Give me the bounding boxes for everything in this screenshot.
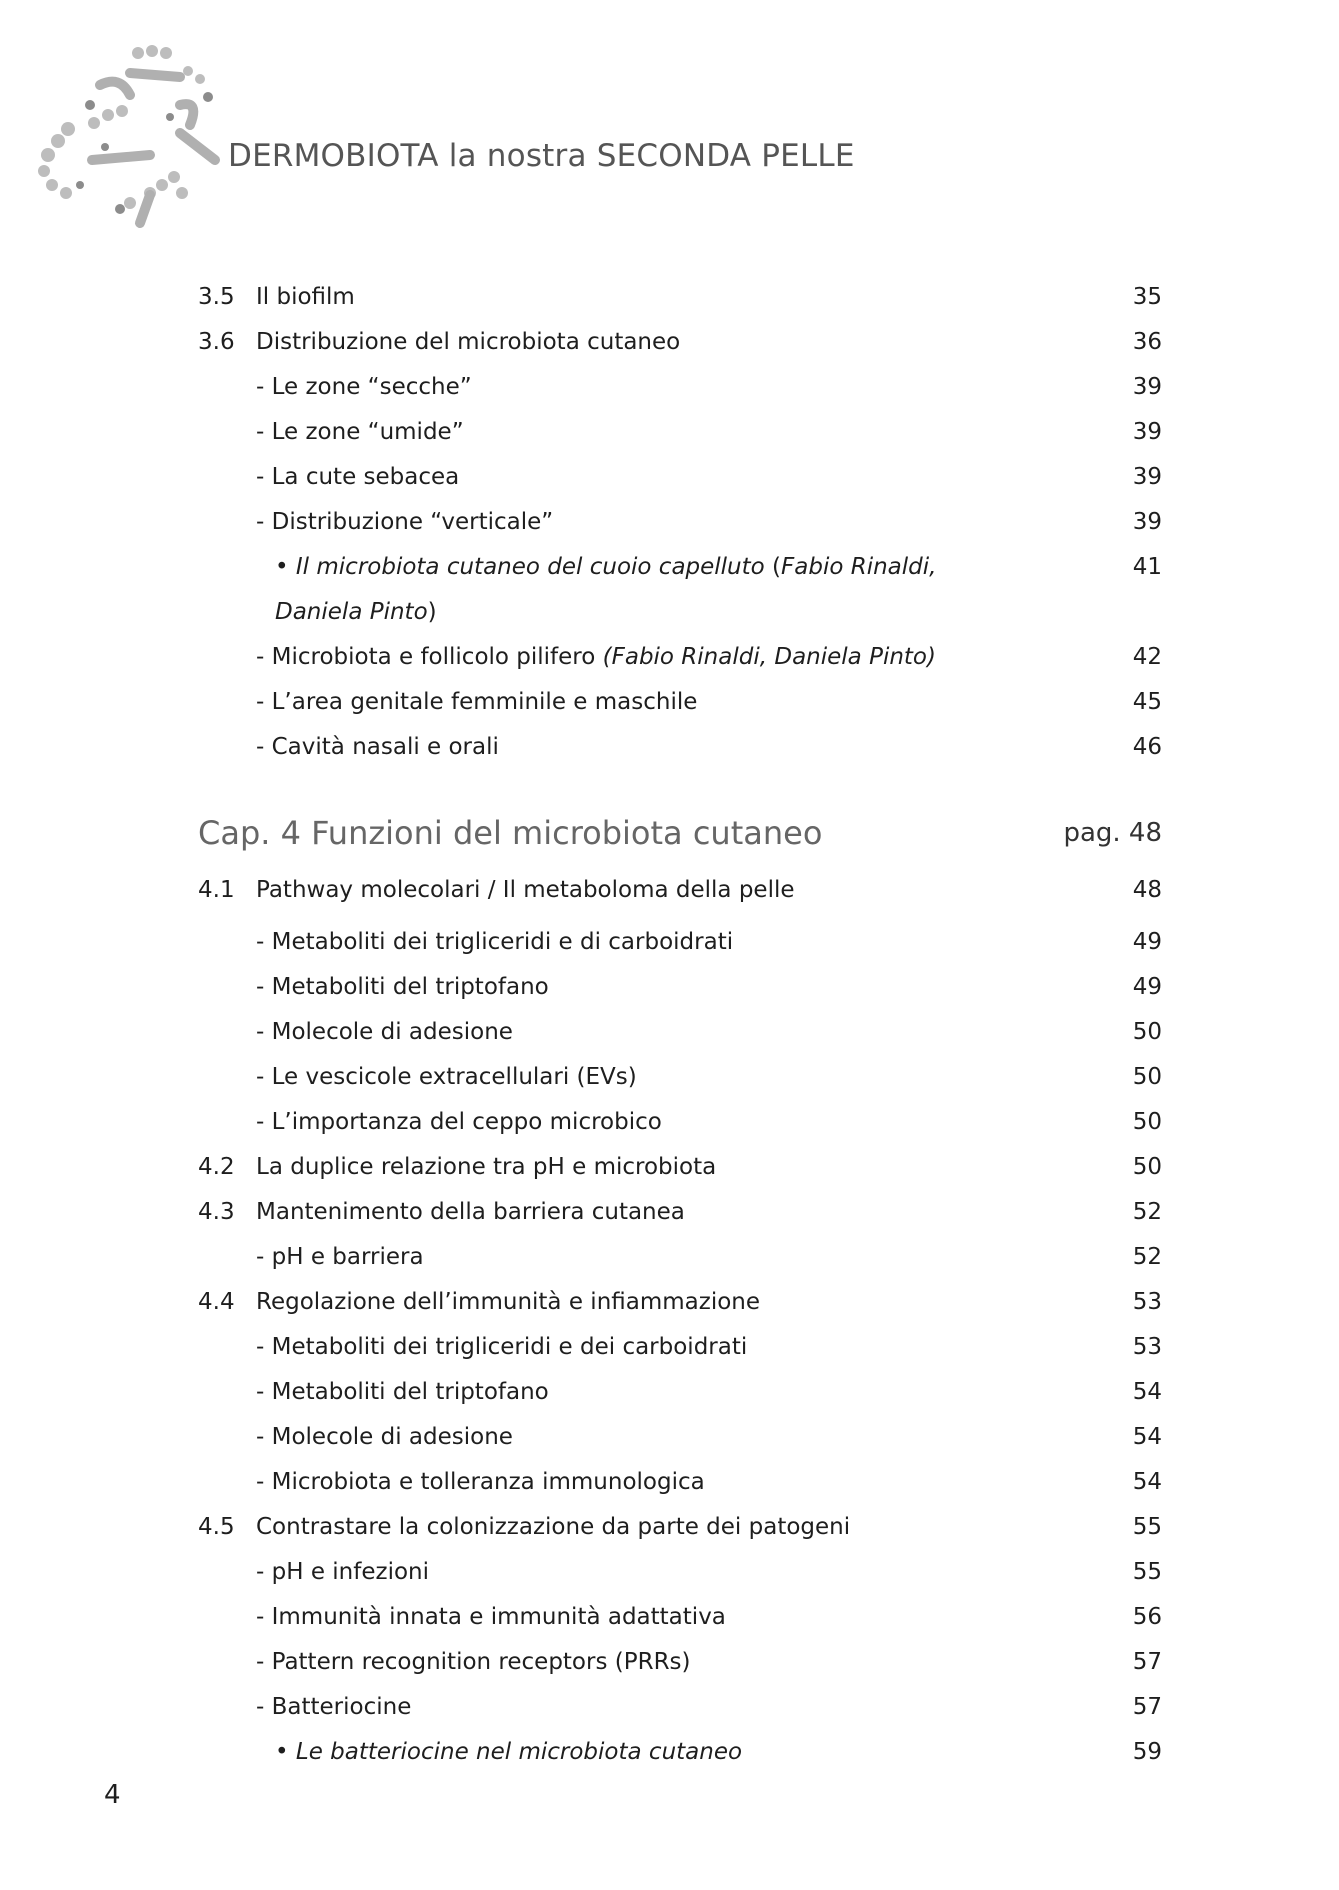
toc-subentry xyxy=(0,1597,1339,1637)
toc-entry xyxy=(0,1192,1339,1232)
toc-bullet-entry xyxy=(0,547,1339,587)
toc-page: 36 xyxy=(1132,329,1162,355)
toc-page: 53 xyxy=(1132,1334,1162,1360)
toc-title: - Le zone “secche” xyxy=(256,374,472,400)
toc-title: • Il microbiota cutaneo del cuoio capelluto (Fabio Rinaldi, xyxy=(275,554,937,580)
toc-title: - Metaboliti del triptofano xyxy=(256,974,549,1000)
toc-title: - Immunità innata e immunità adattativa xyxy=(256,1604,726,1630)
toc-title: - Metaboliti dei trigliceridi e di carboidrati xyxy=(256,929,734,955)
toc-subentry xyxy=(0,922,1339,962)
toc-title: Il biofilm xyxy=(256,284,355,310)
toc-page: 50 xyxy=(1132,1154,1162,1180)
toc-page: 54 xyxy=(1132,1469,1162,1495)
toc-page: 41 xyxy=(1132,554,1162,580)
toc-subentry xyxy=(0,727,1339,767)
toc-subentry xyxy=(0,367,1339,407)
toc-page: 56 xyxy=(1132,1604,1162,1630)
toc-title: Contrastare la colonizzazione da parte dei patogeni xyxy=(256,1514,851,1540)
toc-page: 54 xyxy=(1132,1379,1162,1405)
toc-subentry xyxy=(0,1102,1339,1142)
toc-subentry xyxy=(0,1057,1339,1097)
toc-subentry xyxy=(0,502,1339,542)
toc-number: 4.4 xyxy=(198,1289,235,1315)
toc-subentry xyxy=(0,1327,1339,1367)
toc-title: Mantenimento della barriera cutanea xyxy=(256,1199,685,1225)
toc-subentry xyxy=(0,1642,1339,1682)
toc-page: 52 xyxy=(1132,1244,1162,1270)
toc-page: 57 xyxy=(1132,1694,1162,1720)
toc-title: - Le vescicole extracellulari (EVs) xyxy=(256,1064,637,1090)
toc-title: - Molecole di adesione xyxy=(256,1424,513,1450)
toc-page: 57 xyxy=(1132,1649,1162,1675)
chapter-heading xyxy=(0,808,1339,858)
toc-title: Pathway molecolari / Il metaboloma della pelle xyxy=(256,877,795,903)
toc-title: - Metaboliti del triptofano xyxy=(256,1379,549,1405)
toc-subentry xyxy=(0,457,1339,497)
toc-page: 46 xyxy=(1132,734,1162,760)
toc-bullet-entry xyxy=(0,1732,1339,1772)
toc-subentry xyxy=(0,682,1339,722)
toc-page: 39 xyxy=(1132,419,1162,445)
toc-page: 49 xyxy=(1132,929,1162,955)
toc-title: - pH e infezioni xyxy=(256,1559,429,1585)
toc-title: - L’importanza del ceppo microbico xyxy=(256,1109,662,1135)
toc-page: 50 xyxy=(1132,1109,1162,1135)
chapter-page: pag. 48 xyxy=(1063,818,1162,848)
toc-entry xyxy=(0,1507,1339,1547)
toc-page: 39 xyxy=(1132,374,1162,400)
chapter-title: Cap. 4 Funzioni del microbiota cutaneo xyxy=(198,814,823,852)
toc-subentry xyxy=(0,1462,1339,1502)
running-header-title: DERMOBIOTA la nostra SECONDA PELLE xyxy=(228,138,855,174)
toc-bullet-continuation xyxy=(0,592,1339,632)
toc-subentry xyxy=(0,1417,1339,1457)
toc-subentry xyxy=(0,412,1339,452)
toc-title: - Cavità nasali e orali xyxy=(256,734,499,760)
toc-title: - Batteriocine xyxy=(256,1694,412,1720)
toc-title: - Microbiota e follicolo pilifero (Fabio Rinaldi, Daniela Pinto) xyxy=(256,644,936,670)
toc-page: 50 xyxy=(1132,1019,1162,1045)
toc-page: 45 xyxy=(1132,689,1162,715)
toc-number: 3.6 xyxy=(198,329,235,355)
toc-page: 54 xyxy=(1132,1424,1162,1450)
toc-entry xyxy=(0,322,1339,362)
toc-page: 59 xyxy=(1132,1739,1162,1765)
toc-title: • Le batteriocine nel microbiota cutaneo xyxy=(275,1739,743,1765)
toc-title: - Metaboliti dei trigliceridi e dei carboidrati xyxy=(256,1334,748,1360)
toc-page: 42 xyxy=(1132,644,1162,670)
toc-page: 50 xyxy=(1132,1064,1162,1090)
toc-number: 3.5 xyxy=(198,284,235,310)
toc-page: 55 xyxy=(1132,1514,1162,1540)
toc-subentry xyxy=(0,1552,1339,1592)
toc-title: La duplice relazione tra pH e microbiota xyxy=(256,1154,717,1180)
toc-entry xyxy=(0,1282,1339,1322)
toc-title: - Pattern recognition receptors (PRRs) xyxy=(256,1649,691,1675)
page-number: 4 xyxy=(104,1780,121,1810)
toc-number: 4.3 xyxy=(198,1199,235,1225)
toc-title: - Microbiota e tolleranza immunologica xyxy=(256,1469,705,1495)
toc-title: Distribuzione del microbiota cutaneo xyxy=(256,329,681,355)
toc-number: 4.5 xyxy=(198,1514,235,1540)
toc-page: 55 xyxy=(1132,1559,1162,1585)
toc-number: 4.1 xyxy=(198,877,235,903)
toc-subentry xyxy=(0,1687,1339,1727)
toc-page: 48 xyxy=(1132,877,1162,903)
toc-title: - Le zone “umide” xyxy=(256,419,464,445)
toc-page: 39 xyxy=(1132,509,1162,535)
toc-subentry xyxy=(0,1012,1339,1052)
toc-entry xyxy=(0,277,1339,317)
toc-page: 49 xyxy=(1132,974,1162,1000)
microbes-logo-icon xyxy=(30,45,260,235)
toc-number: 4.2 xyxy=(198,1154,235,1180)
toc-entry xyxy=(0,1147,1339,1187)
toc-subentry xyxy=(0,637,1339,677)
toc-page: 35 xyxy=(1132,284,1162,310)
toc-title: - pH e barriera xyxy=(256,1244,424,1270)
toc-title: - Molecole di adesione xyxy=(256,1019,513,1045)
toc-subentry xyxy=(0,967,1339,1007)
toc-entry xyxy=(0,870,1339,910)
toc-page: 52 xyxy=(1132,1199,1162,1225)
toc-title: - L’area genitale femminile e maschile xyxy=(256,689,698,715)
toc-subentry xyxy=(0,1237,1339,1277)
toc-page: 53 xyxy=(1132,1289,1162,1315)
toc-title: Regolazione dell’immunità e infiammazione xyxy=(256,1289,761,1315)
toc-title: Daniela Pinto) xyxy=(275,599,437,625)
toc-subentry xyxy=(0,1372,1339,1412)
toc-title: - La cute sebacea xyxy=(256,464,460,490)
toc-title: - Distribuzione “verticale” xyxy=(256,509,554,535)
toc-page: 39 xyxy=(1132,464,1162,490)
